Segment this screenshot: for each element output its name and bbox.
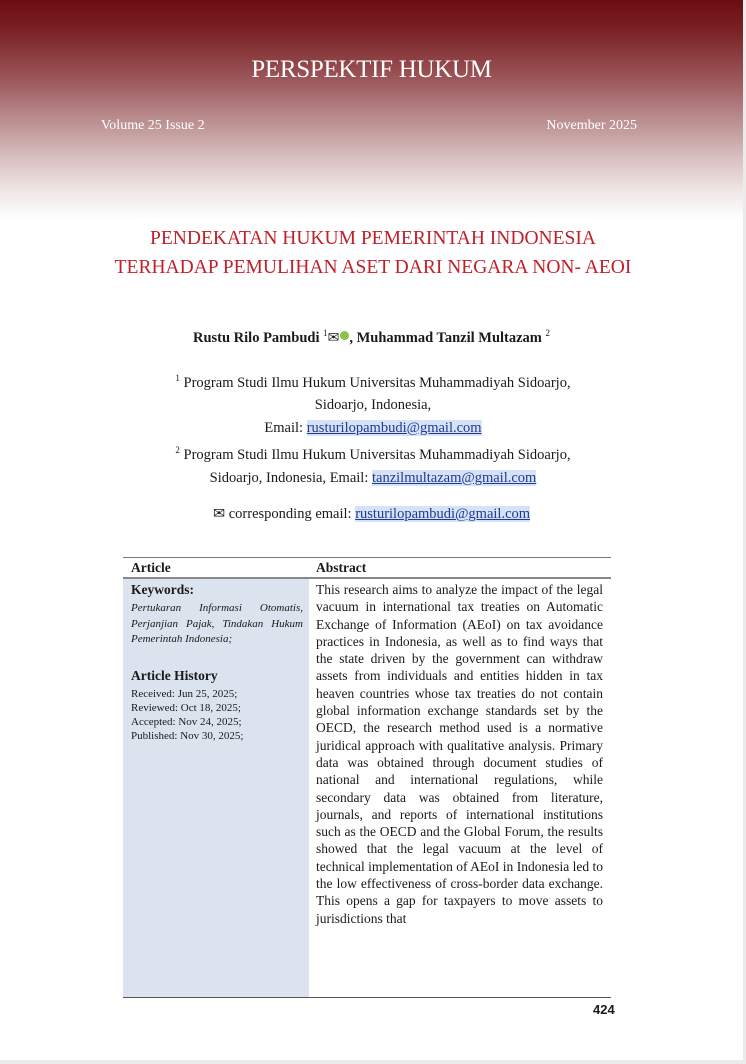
column-header-article: Article (131, 560, 171, 575)
page-number: 424 (593, 1002, 615, 1017)
abstract-text: This research aims to analyze the impact of the legal vacuum in international tax treaties on Automatic Exchange of Information (AEoI) on tax avoidance practices in Indonesia, as well as to find ways that the state driven by the government can withdraw assets from individuals and entities hidden in tax heaven countries whose tax treaties do not contain global information exchange standards set by the OECD, the research method used is a normative juridical approach with qualitative analysis. Primary data was obtained through document studies of national and international regulations, while secondary data was obtained from literature, journals, and reports of international institutions such as the OECD and the Global Forum, the results showed that the legal vacuum at the level of technical implementation of AEoI in Indonesia led to the low effectiveness of cross-border data exchange. This opens a gap for taxpayers to move assets to jurisdictions that (316, 582, 603, 926)
corresponding-label: corresponding email: (228, 506, 352, 522)
article-history (131, 687, 243, 743)
email-label: Email: (329, 469, 369, 486)
history-reviewed: Reviewed: Oct 18, 2025; (131, 702, 241, 714)
affiliation-sup: 2 (175, 445, 180, 456)
column-header-abstract: Abstract (316, 560, 367, 575)
affiliation-location: Sidoarjo, Indonesia, (314, 397, 432, 414)
envelope-icon[interactable]: ✉ (327, 330, 340, 346)
affiliation-sup: 1 (175, 373, 180, 383)
author-line: Rustu Rilo Pambudi $^1$✉ , Muhammad Tanzil Multazam $^2$ (192, 328, 551, 346)
author-name: Muhammad Tanzil Multazam (356, 329, 542, 346)
journal-header (0, 0, 743, 220)
history-accepted: Accepted: Nov 24, 2025; (131, 716, 242, 728)
affiliation-1 (100, 367, 646, 439)
table-header-row (123, 558, 611, 579)
affiliation-text: Program Studi Ilmu Hukum Universitas Muhammadiyah Sidoarjo, (183, 374, 571, 391)
article-info-column (123, 579, 309, 997)
issue-date: November 2025 (546, 118, 637, 133)
envelope-icon: ✉ (212, 506, 226, 522)
keywords-label: Keywords: (131, 582, 194, 597)
corresponding-email-line (0, 506, 743, 523)
history-received: Received: Jun 25, 2025; (131, 688, 238, 700)
volume-issue: Volume 25 Issue 2 (101, 118, 205, 133)
email-link[interactable]: rusturilopambudi@gmail.com (306, 419, 482, 436)
article-title: PENDEKATAN HUKUM PEMERINTAH INDONESIA TERHADAP PEMULIHAN ASET DARI NEGARA NON- AEOI (114, 228, 632, 278)
corresponding-email-link[interactable]: rusturilopambudi@gmail.com (355, 506, 531, 522)
affiliation-text: Program Studi Ilmu Hukum Universitas Muhammadiyah Sidoarjo, (183, 447, 571, 464)
journal-name: PERSPEKTIF HUKUM (251, 56, 492, 83)
author-sup: 1 (323, 328, 328, 338)
keywords-text: Pertukaran Informasi Otomatis, Perjanjian Pajak, Tindakan Hukum Pemerintah Indonesia; (131, 602, 303, 645)
author-name: Rustu Rilo Pambudi (192, 329, 320, 346)
email-label: Email: (264, 419, 304, 436)
affiliation-2 (100, 439, 646, 489)
affiliation-location: Sidoarjo, Indonesia, (209, 469, 327, 486)
author-sup: 2 (545, 328, 551, 338)
history-published: Published: Nov 30, 2025; (131, 730, 244, 742)
email-link[interactable]: tanzilmultazam@gmail.com (371, 469, 537, 486)
article-history-label: Article History (131, 668, 218, 683)
orcid-icon[interactable] (340, 331, 349, 340)
article-info-table (123, 557, 611, 998)
affiliations (100, 367, 646, 489)
